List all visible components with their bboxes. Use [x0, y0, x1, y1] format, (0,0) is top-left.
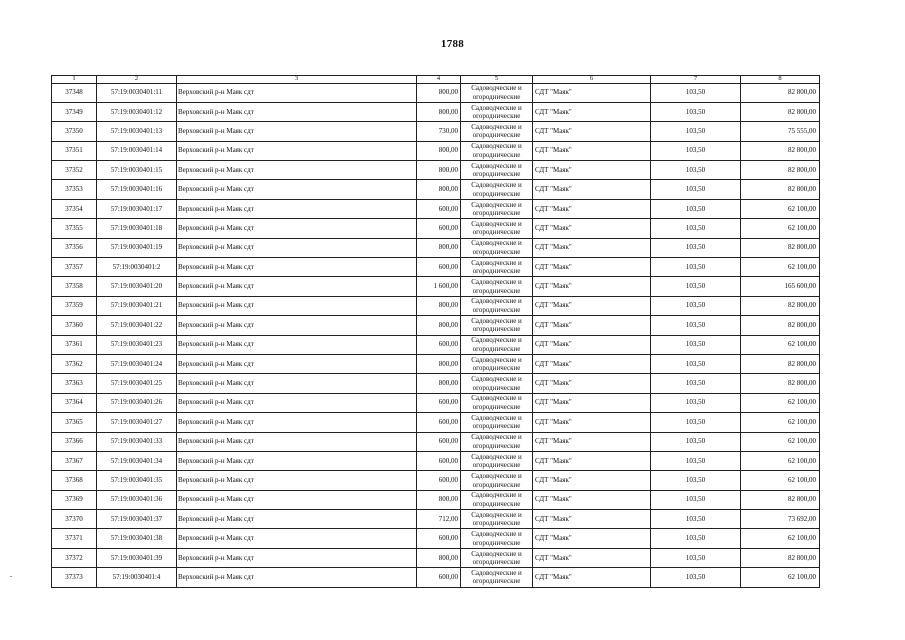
land-use-line-2: огороднические — [472, 558, 521, 567]
row-number: 37355 — [52, 219, 97, 238]
address: Верховский р-н Маяк сдт — [177, 316, 417, 335]
land-use-line-2: огороднические — [472, 228, 521, 237]
owner: СДТ "Маяк" — [533, 548, 651, 567]
row-number: 37350 — [52, 122, 97, 141]
land-use-line-1: Садоводческие и — [471, 433, 522, 442]
table-row — [52, 161, 820, 180]
owner: СДТ "Маяк" — [533, 568, 651, 587]
owner: СДТ "Маяк" — [533, 374, 651, 393]
land-use-line-1: Садоводческие и — [471, 568, 522, 577]
cadastral-value: 82 800,00 — [741, 490, 820, 509]
rate: 103,50 — [651, 413, 741, 432]
cadastral-value: 82 800,00 — [741, 354, 820, 373]
cadastral-value: 62 100,00 — [741, 393, 820, 412]
owner: СДТ "Маяк" — [533, 432, 651, 451]
rate: 103,50 — [651, 529, 741, 548]
cadastral-number: 57:19:0030401:2 — [97, 258, 177, 277]
row-number: 37356 — [52, 238, 97, 257]
cadastral-value: 62 100,00 — [741, 413, 820, 432]
address: Верховский р-н Маяк сдт — [177, 161, 417, 180]
land-use-line-1: Садоводческие и — [471, 316, 522, 325]
cadastral-number: 57:19:0030401:22 — [97, 316, 177, 335]
address: Верховский р-н Маяк сдт — [177, 432, 417, 451]
rate: 103,50 — [651, 258, 741, 277]
rate: 103,50 — [651, 180, 741, 199]
land-use-line-2: огороднические — [472, 170, 521, 179]
land-use-line-1: Садоводческие и — [471, 549, 522, 558]
owner: СДТ "Маяк" — [533, 83, 651, 102]
row-number: 37354 — [52, 199, 97, 218]
cadastral-number: 57:19:0030401:17 — [97, 199, 177, 218]
land-use-line-2: огороднические — [472, 112, 521, 121]
land-use-line-2: огороднические — [472, 364, 521, 373]
cadastral-value: 82 800,00 — [741, 141, 820, 160]
cadastral-value: 82 800,00 — [741, 161, 820, 180]
cadastral-number: 57:19:0030401:21 — [97, 296, 177, 315]
area: 600,00 — [417, 471, 461, 490]
address: Верховский р-н Маяк сдт — [177, 238, 417, 257]
land-use — [461, 83, 533, 102]
row-number: 37348 — [52, 83, 97, 102]
table-row — [52, 238, 820, 257]
area: 600,00 — [417, 258, 461, 277]
table-row — [52, 83, 820, 102]
table-row — [52, 548, 820, 567]
land-use — [461, 335, 533, 354]
cadastral-value: 82 800,00 — [741, 180, 820, 199]
land-use — [461, 471, 533, 490]
row-number: 37362 — [52, 354, 97, 373]
land-use — [461, 374, 533, 393]
row-number: 37358 — [52, 277, 97, 296]
table-row — [52, 510, 820, 529]
cadastral-number: 57:19:0030401:14 — [97, 141, 177, 160]
area: 800,00 — [417, 296, 461, 315]
cadastral-number: 57:19:0030401:20 — [97, 277, 177, 296]
land-use — [461, 354, 533, 373]
address: Верховский р-н Маяк сдт — [177, 548, 417, 567]
land-use — [461, 432, 533, 451]
owner: СДТ "Маяк" — [533, 529, 651, 548]
owner: СДТ "Маяк" — [533, 219, 651, 238]
area: 800,00 — [417, 354, 461, 373]
rate: 103,50 — [651, 510, 741, 529]
cadastral-value: 82 800,00 — [741, 316, 820, 335]
address: Верховский р-н Маяк сдт — [177, 374, 417, 393]
row-number: 37367 — [52, 451, 97, 470]
table-row — [52, 374, 820, 393]
land-use-line-1: Садоводческие и — [471, 413, 522, 422]
cadastral-number: 57:19:0030401:26 — [97, 393, 177, 412]
land-use-line-1: Садоводческие и — [471, 510, 522, 519]
owner: СДТ "Маяк" — [533, 413, 651, 432]
row-number: 37370 — [52, 510, 97, 529]
rate: 103,50 — [651, 568, 741, 587]
area: 800,00 — [417, 490, 461, 509]
table-row — [52, 354, 820, 373]
area: 800,00 — [417, 161, 461, 180]
address: Верховский р-н Маяк сдт — [177, 277, 417, 296]
address: Верховский р-н Маяк сдт — [177, 296, 417, 315]
cadastral-value: 82 800,00 — [741, 548, 820, 567]
row-number: 37365 — [52, 413, 97, 432]
row-number: 37371 — [52, 529, 97, 548]
cadastral-value: 82 800,00 — [741, 83, 820, 102]
cadastral-value: 62 100,00 — [741, 258, 820, 277]
owner: СДТ "Маяк" — [533, 199, 651, 218]
address: Верховский р-н Маяк сдт — [177, 258, 417, 277]
area: 712,00 — [417, 510, 461, 529]
land-use — [461, 413, 533, 432]
land-use-line-2: огороднические — [472, 344, 521, 353]
area: 600,00 — [417, 219, 461, 238]
rate: 103,50 — [651, 277, 741, 296]
table-row — [52, 180, 820, 199]
area: 800,00 — [417, 316, 461, 335]
owner: СДТ "Маяк" — [533, 490, 651, 509]
address: Верховский р-н Маяк сдт — [177, 141, 417, 160]
row-number: 37363 — [52, 374, 97, 393]
land-use — [461, 122, 533, 141]
land-use-line-2: огороднические — [472, 305, 521, 314]
table-row — [52, 432, 820, 451]
land-use — [461, 161, 533, 180]
table-row — [52, 296, 820, 315]
rate: 103,50 — [651, 122, 741, 141]
area: 600,00 — [417, 199, 461, 218]
land-use-line-2: огороднические — [472, 247, 521, 256]
table-row — [52, 316, 820, 335]
land-use — [461, 529, 533, 548]
header-row — [52, 76, 820, 84]
land-use — [461, 238, 533, 257]
area: 800,00 — [417, 141, 461, 160]
column-header: 1 — [52, 76, 97, 84]
row-number: 37349 — [52, 102, 97, 121]
land-use — [461, 568, 533, 587]
column-header: 2 — [97, 76, 177, 84]
cadastral-number: 57:19:0030401:23 — [97, 335, 177, 354]
row-number: 37368 — [52, 471, 97, 490]
land-use-line-1: Садоводческие и — [471, 219, 522, 228]
column-header: 8 — [741, 76, 820, 84]
cadastral-value: 62 100,00 — [741, 199, 820, 218]
owner: СДТ "Маяк" — [533, 451, 651, 470]
owner: СДТ "Маяк" — [533, 296, 651, 315]
land-use — [461, 316, 533, 335]
land-use — [461, 258, 533, 277]
row-number: 37351 — [52, 141, 97, 160]
owner: СДТ "Маяк" — [533, 180, 651, 199]
owner: СДТ "Маяк" — [533, 258, 651, 277]
address: Верховский р-н Маяк сдт — [177, 490, 417, 509]
row-number: 37357 — [52, 258, 97, 277]
row-number: 37361 — [52, 335, 97, 354]
land-use — [461, 510, 533, 529]
cadastral-value: 82 800,00 — [741, 296, 820, 315]
table-row — [52, 277, 820, 296]
address: Верховский р-н Маяк сдт — [177, 199, 417, 218]
address: Верховский р-н Маяк сдт — [177, 393, 417, 412]
land-use-line-2: огороднические — [472, 189, 521, 198]
cadastral-number: 57:19:0030401:18 — [97, 219, 177, 238]
land-use-line-2: огороднические — [472, 92, 521, 101]
cadastral-number: 57:19:0030401:27 — [97, 413, 177, 432]
owner: СДТ "Маяк" — [533, 122, 651, 141]
rate: 103,50 — [651, 548, 741, 567]
address: Верховский р-н Маяк сдт — [177, 83, 417, 102]
owner: СДТ "Маяк" — [533, 471, 651, 490]
column-header: 6 — [533, 76, 651, 84]
cadastral-number: 57:19:0030401:19 — [97, 238, 177, 257]
table-row — [52, 490, 820, 509]
land-use-line-1: Садоводческие и — [471, 239, 522, 248]
rate: 103,50 — [651, 102, 741, 121]
cadastral-value: 62 100,00 — [741, 471, 820, 490]
owner: СДТ "Маяк" — [533, 393, 651, 412]
owner: СДТ "Маяк" — [533, 277, 651, 296]
land-use-line-1: Садоводческие и — [471, 122, 522, 131]
cadastral-number: 57:19:0030401:34 — [97, 451, 177, 470]
rate: 103,50 — [651, 238, 741, 257]
area: 600,00 — [417, 413, 461, 432]
cadastral-value: 62 100,00 — [741, 219, 820, 238]
cadastral-value: 73 692,00 — [741, 510, 820, 529]
row-number: 37352 — [52, 161, 97, 180]
cadastral-value: 62 100,00 — [741, 529, 820, 548]
land-use-line-2: огороднические — [472, 286, 521, 295]
cadastral-value: 62 100,00 — [741, 432, 820, 451]
column-header: 7 — [651, 76, 741, 84]
address: Верховский р-н Маяк сдт — [177, 180, 417, 199]
area: 600,00 — [417, 451, 461, 470]
row-number: 37373 — [52, 568, 97, 587]
land-use-line-1: Садоводческие и — [471, 181, 522, 190]
owner: СДТ "Маяк" — [533, 316, 651, 335]
owner: СДТ "Маяк" — [533, 161, 651, 180]
cadastral-number: 57:19:0030401:37 — [97, 510, 177, 529]
land-use-line-1: Садоводческие и — [471, 297, 522, 306]
land-use-line-1: Садоводческие и — [471, 472, 522, 480]
land-use-line-1: Садоводческие и — [471, 161, 522, 170]
land-use-line-2: огороднические — [472, 519, 521, 528]
land-use-line-2: огороднические — [472, 325, 521, 334]
area: 1 600,00 — [417, 277, 461, 296]
land-use-line-2: огороднические — [472, 383, 521, 392]
cadastral-number: 57:19:0030401:11 — [97, 83, 177, 102]
column-header: 5 — [461, 76, 533, 84]
cadastral-number: 57:19:0030401:35 — [97, 471, 177, 490]
land-use-line-1: Садоводческие и — [471, 375, 522, 384]
table-row — [52, 451, 820, 470]
cadastral-number: 57:19:0030401:38 — [97, 529, 177, 548]
land-use — [461, 199, 533, 218]
land-use-line-1: Садоводческие и — [471, 336, 522, 345]
rate: 103,50 — [651, 161, 741, 180]
address: Верховский р-н Маяк сдт — [177, 335, 417, 354]
land-use-line-2: огороднические — [472, 441, 521, 450]
land-use — [461, 490, 533, 509]
cadastral-number: 57:19:0030401:25 — [97, 374, 177, 393]
rate: 103,50 — [651, 141, 741, 160]
address: Верховский р-н Маяк сдт — [177, 510, 417, 529]
land-use-line-2: огороднические — [472, 209, 521, 218]
address: Верховский р-н Маяк сдт — [177, 122, 417, 141]
table-row — [52, 199, 820, 218]
area: 600,00 — [417, 335, 461, 354]
land-use-line-2: огороднические — [472, 422, 521, 431]
address: Верховский р-н Маяк сдт — [177, 451, 417, 470]
owner: СДТ "Маяк" — [533, 141, 651, 160]
land-use — [461, 277, 533, 296]
rate: 103,50 — [651, 393, 741, 412]
land-use — [461, 141, 533, 160]
cadastral-value: 165 600,00 — [741, 277, 820, 296]
land-use-line-1: Садоводческие и — [471, 142, 522, 151]
area: 800,00 — [417, 83, 461, 102]
cadastral-value: 75 555,00 — [741, 122, 820, 141]
land-use-line-1: Садоводческие и — [471, 355, 522, 364]
row-number: 37372 — [52, 548, 97, 567]
land-use-line-1: Садоводческие и — [471, 530, 522, 539]
row-number: 37369 — [52, 490, 97, 509]
land-use-line-1: Садоводческие и — [471, 200, 522, 209]
land-use-line-2: огороднические — [472, 267, 521, 276]
cadastral-value: 62 100,00 — [741, 335, 820, 354]
margin-mark — [10, 576, 12, 577]
table-row — [52, 335, 820, 354]
land-use — [461, 219, 533, 238]
land-use — [461, 180, 533, 199]
land-use — [461, 102, 533, 121]
area: 800,00 — [417, 238, 461, 257]
table-row — [52, 529, 820, 548]
cadastral-number: 57:19:0030401:15 — [97, 161, 177, 180]
address: Верховский р-н Маяк сдт — [177, 568, 417, 587]
area: 800,00 — [417, 180, 461, 199]
row-number: 37364 — [52, 393, 97, 412]
address: Верховский р-н Маяк сдт — [177, 102, 417, 121]
land-use — [461, 451, 533, 470]
cadastral-value: 82 800,00 — [741, 374, 820, 393]
table-row — [52, 102, 820, 121]
land-use-line-2: огороднические — [472, 480, 521, 489]
land-use-line-1: Садоводческие и — [471, 84, 522, 93]
address: Верховский р-н Маяк сдт — [177, 354, 417, 373]
land-use-line-2: огороднические — [472, 499, 521, 508]
land-use-line-2: огороднические — [472, 577, 521, 586]
rate: 103,50 — [651, 374, 741, 393]
page-number: 1788 — [440, 38, 465, 50]
cadastral-number: 57:19:0030401:33 — [97, 432, 177, 451]
rate: 103,50 — [651, 490, 741, 509]
land-use-line-2: огороднические — [472, 131, 521, 140]
land-use-line-1: Садоводческие и — [471, 258, 522, 267]
cadastral-number: 57:19:0030401:4 — [97, 568, 177, 587]
owner: СДТ "Маяк" — [533, 354, 651, 373]
area: 600,00 — [417, 393, 461, 412]
land-use-line-1: Садоводческие и — [471, 103, 522, 112]
land-use-line-2: огороднические — [472, 538, 521, 547]
land-use — [461, 393, 533, 412]
column-header: 4 — [417, 76, 461, 84]
address: Верховский р-н Маяк сдт — [177, 529, 417, 548]
rate: 103,50 — [651, 83, 741, 102]
area: 600,00 — [417, 568, 461, 587]
address: Верховский р-н Маяк сдт — [177, 471, 417, 490]
land-use-line-2: огороднические — [472, 402, 521, 411]
row-number: 37360 — [52, 316, 97, 335]
cadastral-value: 82 800,00 — [741, 102, 820, 121]
cadastral-value: 62 100,00 — [741, 568, 820, 587]
column-header: 3 — [177, 76, 417, 84]
rate: 103,50 — [651, 471, 741, 490]
table-row — [52, 141, 820, 160]
area: 800,00 — [417, 102, 461, 121]
land-use-line-1: Садоводческие и — [471, 278, 522, 287]
cadastral-number: 57:19:0030401:13 — [97, 122, 177, 141]
rate: 103,50 — [651, 316, 741, 335]
area: 800,00 — [417, 374, 461, 393]
cadastral-number: 57:19:0030401:39 — [97, 548, 177, 567]
owner: СДТ "Маяк" — [533, 510, 651, 529]
rate: 103,50 — [651, 199, 741, 218]
table-row — [52, 413, 820, 432]
land-plot-table — [51, 75, 820, 588]
table-row — [52, 122, 820, 141]
cadastral-number: 57:19:0030401:12 — [97, 102, 177, 121]
area: 600,00 — [417, 529, 461, 548]
row-number: 37359 — [52, 296, 97, 315]
rate: 103,50 — [651, 335, 741, 354]
land-use-line-1: Садоводческие и — [471, 452, 522, 461]
cadastral-number: 57:19:0030401:24 — [97, 354, 177, 373]
cadastral-number: 57:19:0030401:36 — [97, 490, 177, 509]
rate: 103,50 — [651, 432, 741, 451]
cadastral-value: 62 100,00 — [741, 451, 820, 470]
land-use — [461, 548, 533, 567]
rate: 103,50 — [651, 296, 741, 315]
table-row — [52, 568, 820, 587]
area: 730,00 — [417, 122, 461, 141]
rate: 103,50 — [651, 451, 741, 470]
land-use-line-2: огороднические — [472, 461, 521, 470]
rate: 103,50 — [651, 219, 741, 238]
area: 800,00 — [417, 548, 461, 567]
owner: СДТ "Маяк" — [533, 102, 651, 121]
row-number: 37366 — [52, 432, 97, 451]
owner: СДТ "Маяк" — [533, 238, 651, 257]
table-row — [52, 258, 820, 277]
owner: СДТ "Маяк" — [533, 335, 651, 354]
land-use-line-1: Садоводческие и — [471, 394, 522, 403]
area: 600,00 — [417, 432, 461, 451]
table-row — [52, 393, 820, 412]
row-number: 37353 — [52, 180, 97, 199]
table-row — [52, 471, 820, 490]
land-use-line-1: Садоводческие и — [471, 491, 522, 500]
address: Верховский р-н Маяк сдт — [177, 219, 417, 238]
rate: 103,50 — [651, 354, 741, 373]
land-use — [461, 296, 533, 315]
table-row — [52, 219, 820, 238]
cadastral-number: 57:19:0030401:16 — [97, 180, 177, 199]
land-use-line-2: огороднические — [472, 150, 521, 159]
cadastral-value: 82 800,00 — [741, 238, 820, 257]
address: Верховский р-н Маяк сдт — [177, 413, 417, 432]
